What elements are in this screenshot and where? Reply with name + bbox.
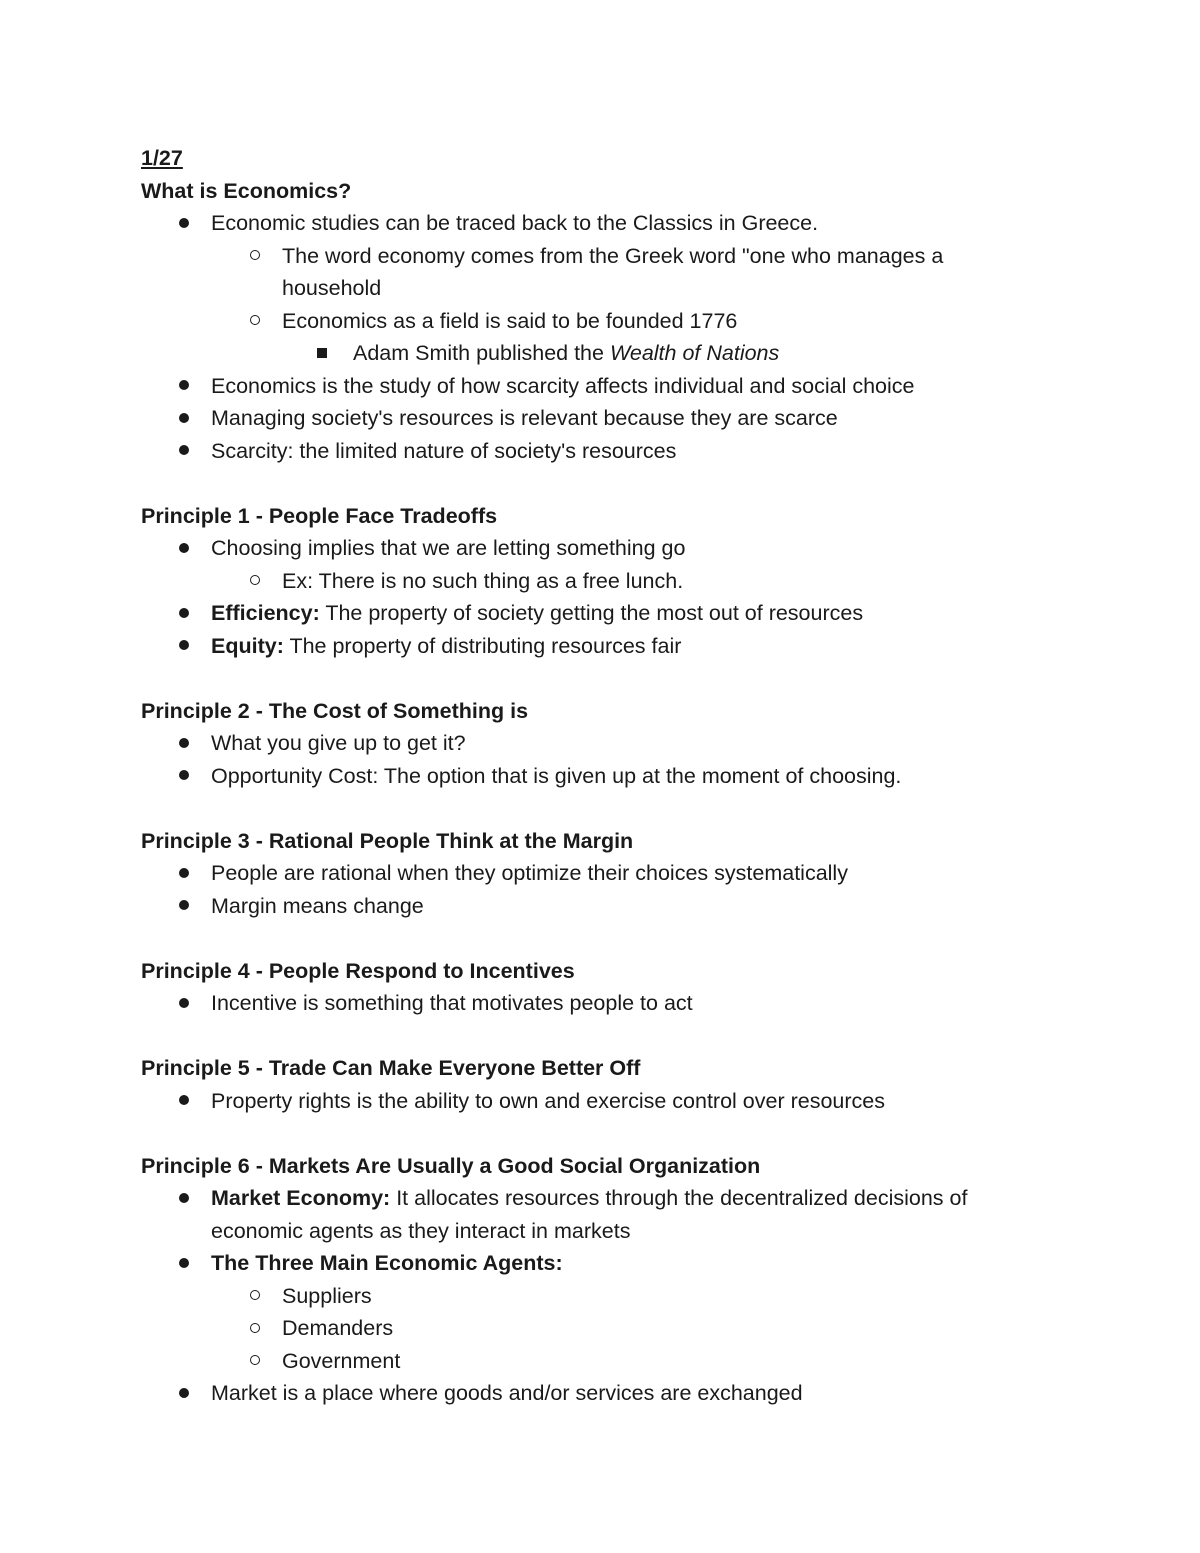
- spacer: [141, 662, 1081, 695]
- section-heading-principle-4: Principle 4 - People Respond to Incentives: [141, 958, 575, 983]
- list-item: Market Economy: It allocates resources through the decentralized decisions of economic agents as they interact in markets: [141, 1182, 1081, 1247]
- bullet-dot-icon: [179, 370, 189, 403]
- bullet-dot-icon: [179, 760, 189, 793]
- list-item: Equity: The property of distributing resources fair: [141, 630, 1081, 663]
- list-item: People are rational when they optimize their choices systematically: [141, 857, 1081, 890]
- date-heading: 1/27: [141, 146, 183, 170]
- list-item: Demanders: [141, 1312, 1081, 1345]
- spacer: [141, 467, 1081, 500]
- list-item: Suppliers: [141, 1280, 1081, 1313]
- list-item: Economics is the study of how scarcity affects individual and social choice: [141, 370, 1081, 403]
- book-title: Wealth of Nations: [609, 341, 780, 365]
- list-item: Choosing implies that we are letting something go: [141, 532, 1081, 565]
- bullet-dot-icon: [179, 890, 189, 923]
- section-heading-principle-3: Principle 3 - Rational People Think at the Margin: [141, 828, 634, 853]
- bullet-circle-icon: [250, 565, 260, 598]
- bullet-dot-icon: [179, 532, 189, 565]
- list-item: Ex: There is no such thing as a free lunch.: [141, 565, 1081, 598]
- bullet-circle-icon: [250, 1280, 260, 1313]
- list-item: Adam Smith published the Wealth of Nations: [141, 337, 1081, 370]
- bullet-dot-icon: [179, 630, 189, 663]
- bullet-dot-icon: [179, 1377, 189, 1410]
- bullet-dot-icon: [179, 857, 189, 890]
- list-item: Scarcity: the limited nature of society's resources: [141, 435, 1081, 468]
- term-label: Market Economy:: [211, 1186, 391, 1210]
- section-heading-principle-2: Principle 2 - The Cost of Something is: [141, 698, 529, 723]
- bullet-dot-icon: [179, 1247, 189, 1280]
- list-item: The word economy comes from the Greek word "one who manages a household: [141, 240, 1081, 305]
- list-item: Managing society's resources is relevant because they are scarce: [141, 402, 1081, 435]
- bullet-dot-icon: [179, 207, 189, 240]
- bullet-dot-icon: [179, 987, 189, 1020]
- section-heading-principle-6: Principle 6 - Markets Are Usually a Good Social Organization: [141, 1153, 761, 1178]
- bullet-dot-icon: [179, 1182, 189, 1215]
- bullet-dot-icon: [179, 402, 189, 435]
- list-item: Opportunity Cost: The option that is given up at the moment of choosing.: [141, 760, 1081, 793]
- bullet-circle-icon: [250, 240, 260, 273]
- bullet-dot-icon: [179, 597, 189, 630]
- list-item: Margin means change: [141, 890, 1081, 923]
- list-item: Property rights is the ability to own and exercise control over resources: [141, 1085, 1081, 1118]
- bullet-dot-icon: [179, 1085, 189, 1118]
- bullet-dot-icon: [179, 435, 189, 468]
- bullet-circle-icon: [250, 1345, 260, 1378]
- section-heading-principle-5: Principle 5 - Trade Can Make Everyone Better Off: [141, 1056, 641, 1080]
- list-item: Incentive is something that motivates people to act: [141, 987, 1081, 1020]
- bullet-dot-icon: [179, 727, 189, 760]
- bullet-circle-icon: [250, 1312, 260, 1345]
- document-page: [141, 142, 1081, 1410]
- term-label: Efficiency:: [211, 601, 320, 625]
- spacer: [141, 1020, 1081, 1053]
- list-item: Economic studies can be traced back to the Classics in Greece.: [141, 207, 1081, 240]
- term-label: Equity:: [211, 633, 284, 658]
- section-heading-what-is-economics: What is Economics?: [141, 178, 352, 203]
- list-item: Economics as a field is said to be founded 1776: [141, 305, 1081, 338]
- list-item: Government: [141, 1345, 1081, 1378]
- bullet-circle-icon: [250, 305, 260, 338]
- term-label: The Three Main Economic Agents:: [211, 1251, 563, 1275]
- spacer: [141, 922, 1081, 955]
- spacer: [141, 1117, 1081, 1150]
- spacer: [141, 792, 1081, 825]
- bullet-square-icon: [317, 337, 327, 370]
- list-item: Efficiency: The property of society getting the most out of resources: [141, 597, 1081, 630]
- section-heading-principle-1: Principle 1 - People Face Tradeoffs: [141, 503, 498, 528]
- list-item: [141, 1247, 1081, 1280]
- list-item: Market is a place where goods and/or services are exchanged: [141, 1377, 1081, 1410]
- list-item: What you give up to get it?: [141, 727, 1081, 760]
